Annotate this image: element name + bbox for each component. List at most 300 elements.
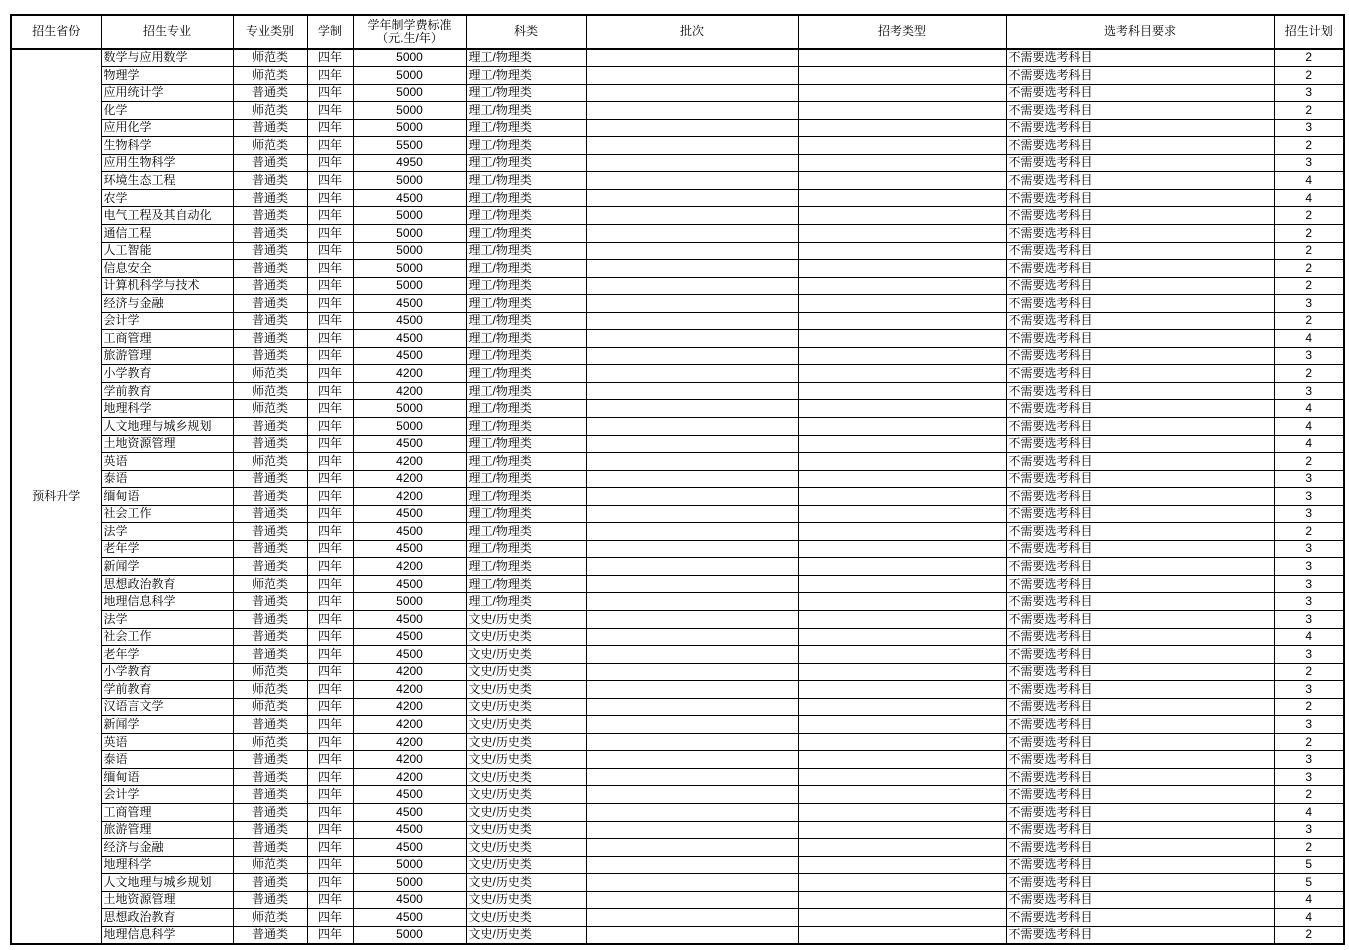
category-cell: 普通类 — [233, 716, 307, 734]
plan-cell: 3 — [1274, 575, 1344, 593]
batch-cell — [586, 751, 798, 769]
table-row — [11, 786, 1344, 804]
plan-cell: 2 — [1274, 49, 1344, 67]
duration-cell: 四年 — [307, 67, 353, 85]
batch-cell — [586, 505, 798, 523]
tuition-cell: 5000 — [353, 242, 466, 260]
batch-cell — [586, 417, 798, 435]
plan-cell: 3 — [1274, 470, 1344, 488]
requirement-cell: 不需要选考科目 — [1006, 681, 1274, 699]
major-cell: 老年学 — [101, 540, 233, 558]
table-row — [11, 453, 1344, 471]
major-cell: 化学 — [101, 102, 233, 120]
admission_type-cell — [798, 611, 1006, 629]
batch-cell — [586, 347, 798, 365]
subject-cell: 理工/物理类 — [466, 400, 586, 418]
table-row — [11, 716, 1344, 734]
tuition-cell: 5000 — [353, 207, 466, 225]
category-cell: 师范类 — [233, 365, 307, 383]
plan-cell: 4 — [1274, 330, 1344, 348]
category-cell: 师范类 — [233, 49, 307, 67]
category-cell: 师范类 — [233, 382, 307, 400]
admission_type-cell — [798, 488, 1006, 506]
requirement-cell: 不需要选考科目 — [1006, 874, 1274, 892]
duration-cell: 四年 — [307, 733, 353, 751]
column-header-major: 招生专业 — [101, 15, 233, 49]
tuition-cell: 5000 — [353, 49, 466, 67]
requirement-cell: 不需要选考科目 — [1006, 733, 1274, 751]
admission_type-cell — [798, 839, 1006, 857]
category-cell: 普通类 — [233, 874, 307, 892]
table-row — [11, 119, 1344, 137]
tuition-cell: 4500 — [353, 347, 466, 365]
admission_type-cell — [798, 751, 1006, 769]
plan-cell: 3 — [1274, 611, 1344, 629]
subject-cell: 文史/历史类 — [466, 839, 586, 857]
tuition-cell: 5000 — [353, 856, 466, 874]
plan-cell: 3 — [1274, 84, 1344, 102]
column-header-admission-type: 招考类型 — [798, 15, 1006, 49]
category-cell: 师范类 — [233, 733, 307, 751]
subject-cell: 文史/历史类 — [466, 663, 586, 681]
subject-cell: 文史/历史类 — [466, 874, 586, 892]
tuition-cell: 4200 — [353, 382, 466, 400]
major-cell: 地理科学 — [101, 856, 233, 874]
plan-cell: 5 — [1274, 874, 1344, 892]
tuition-header-line1: 学年制学费标准 — [367, 17, 452, 32]
plan-cell: 2 — [1274, 698, 1344, 716]
admission_type-cell — [798, 874, 1006, 892]
column-header-province: 招生省份 — [11, 15, 101, 49]
plan-cell: 5 — [1274, 856, 1344, 874]
plan-cell: 2 — [1274, 839, 1344, 857]
subject-cell: 理工/物理类 — [466, 417, 586, 435]
subject-cell: 文史/历史类 — [466, 698, 586, 716]
requirement-cell: 不需要选考科目 — [1006, 189, 1274, 207]
major-cell: 缅甸语 — [101, 488, 233, 506]
tuition-cell: 5000 — [353, 417, 466, 435]
admission_type-cell — [798, 102, 1006, 120]
subject-cell: 理工/物理类 — [466, 488, 586, 506]
admission_type-cell — [798, 891, 1006, 909]
major-cell: 小学教育 — [101, 365, 233, 383]
category-cell: 普通类 — [233, 417, 307, 435]
major-cell: 学前教育 — [101, 382, 233, 400]
admission_type-cell — [798, 382, 1006, 400]
major-cell: 经济与金融 — [101, 839, 233, 857]
table-row — [11, 611, 1344, 629]
tuition-cell: 4200 — [353, 663, 466, 681]
tuition-cell: 4950 — [353, 154, 466, 172]
table-row — [11, 365, 1344, 383]
major-cell: 地理科学 — [101, 400, 233, 418]
subject-cell: 理工/物理类 — [466, 470, 586, 488]
province-cell: 预科升学 — [11, 49, 101, 944]
batch-cell — [586, 137, 798, 155]
duration-cell: 四年 — [307, 698, 353, 716]
plan-cell: 3 — [1274, 540, 1344, 558]
batch-cell — [586, 681, 798, 699]
requirement-cell: 不需要选考科目 — [1006, 628, 1274, 646]
requirement-cell: 不需要选考科目 — [1006, 768, 1274, 786]
table-row — [11, 751, 1344, 769]
table-row — [11, 488, 1344, 506]
table-row — [11, 154, 1344, 172]
category-cell: 师范类 — [233, 698, 307, 716]
requirement-cell: 不需要选考科目 — [1006, 488, 1274, 506]
category-cell: 普通类 — [233, 751, 307, 769]
batch-cell — [586, 49, 798, 67]
requirement-cell: 不需要选考科目 — [1006, 453, 1274, 471]
batch-cell — [586, 295, 798, 313]
requirement-cell: 不需要选考科目 — [1006, 277, 1274, 295]
batch-cell — [586, 119, 798, 137]
major-cell: 土地资源管理 — [101, 435, 233, 453]
batch-cell — [586, 540, 798, 558]
major-cell: 工商管理 — [101, 804, 233, 822]
category-cell: 师范类 — [233, 575, 307, 593]
admission_type-cell — [798, 575, 1006, 593]
table-row — [11, 839, 1344, 857]
admission_type-cell — [798, 698, 1006, 716]
duration-cell: 四年 — [307, 260, 353, 278]
batch-cell — [586, 821, 798, 839]
duration-cell: 四年 — [307, 646, 353, 664]
tuition-cell: 4500 — [353, 312, 466, 330]
major-cell: 社会工作 — [101, 505, 233, 523]
tuition-cell: 5000 — [353, 224, 466, 242]
duration-cell: 四年 — [307, 874, 353, 892]
tuition-cell: 4500 — [353, 628, 466, 646]
batch-cell — [586, 67, 798, 85]
table-row — [11, 67, 1344, 85]
table-row — [11, 891, 1344, 909]
batch-cell — [586, 84, 798, 102]
table-row — [11, 242, 1344, 260]
tuition-cell: 5000 — [353, 593, 466, 611]
requirement-cell: 不需要选考科目 — [1006, 330, 1274, 348]
admission_type-cell — [798, 646, 1006, 664]
subject-cell: 文史/历史类 — [466, 681, 586, 699]
plan-cell: 2 — [1274, 224, 1344, 242]
major-cell: 人文地理与城乡规划 — [101, 417, 233, 435]
requirement-cell: 不需要选考科目 — [1006, 67, 1274, 85]
table-row — [11, 102, 1344, 120]
table-row — [11, 435, 1344, 453]
duration-cell: 四年 — [307, 821, 353, 839]
requirement-cell: 不需要选考科目 — [1006, 470, 1274, 488]
duration-cell: 四年 — [307, 400, 353, 418]
tuition-cell: 4500 — [353, 646, 466, 664]
batch-cell — [586, 856, 798, 874]
duration-cell: 四年 — [307, 312, 353, 330]
category-cell: 普通类 — [233, 768, 307, 786]
table-row — [11, 400, 1344, 418]
major-cell: 思想政治教育 — [101, 575, 233, 593]
duration-cell: 四年 — [307, 909, 353, 927]
duration-cell: 四年 — [307, 628, 353, 646]
admission_type-cell — [798, 786, 1006, 804]
duration-cell: 四年 — [307, 435, 353, 453]
tuition-cell: 4500 — [353, 505, 466, 523]
tuition-cell: 5000 — [353, 926, 466, 944]
table-row — [11, 417, 1344, 435]
tuition-cell: 4200 — [353, 558, 466, 576]
requirement-cell: 不需要选考科目 — [1006, 400, 1274, 418]
plan-cell: 2 — [1274, 260, 1344, 278]
subject-cell: 理工/物理类 — [466, 137, 586, 155]
admission_type-cell — [798, 84, 1006, 102]
admission_type-cell — [798, 347, 1006, 365]
major-cell: 应用生物科学 — [101, 154, 233, 172]
duration-cell: 四年 — [307, 224, 353, 242]
tuition-cell: 5000 — [353, 84, 466, 102]
batch-cell — [586, 628, 798, 646]
category-cell: 普通类 — [233, 347, 307, 365]
table-row — [11, 189, 1344, 207]
requirement-cell: 不需要选考科目 — [1006, 417, 1274, 435]
plan-cell: 4 — [1274, 400, 1344, 418]
duration-cell: 四年 — [307, 716, 353, 734]
batch-cell — [586, 646, 798, 664]
table-row — [11, 172, 1344, 190]
requirement-cell: 不需要选考科目 — [1006, 558, 1274, 576]
subject-cell: 理工/物理类 — [466, 154, 586, 172]
subject-cell: 理工/物理类 — [466, 540, 586, 558]
major-cell: 应用化学 — [101, 119, 233, 137]
duration-cell: 四年 — [307, 768, 353, 786]
table-row — [11, 505, 1344, 523]
tuition-cell: 4500 — [353, 909, 466, 927]
duration-cell: 四年 — [307, 84, 353, 102]
admission_type-cell — [798, 312, 1006, 330]
plan-cell: 3 — [1274, 716, 1344, 734]
duration-cell: 四年 — [307, 137, 353, 155]
requirement-cell: 不需要选考科目 — [1006, 49, 1274, 67]
plan-cell: 3 — [1274, 505, 1344, 523]
admission_type-cell — [798, 926, 1006, 944]
duration-cell: 四年 — [307, 488, 353, 506]
category-cell: 普通类 — [233, 558, 307, 576]
major-cell: 泰语 — [101, 470, 233, 488]
batch-cell — [586, 312, 798, 330]
plan-cell: 4 — [1274, 189, 1344, 207]
subject-cell: 文史/历史类 — [466, 821, 586, 839]
duration-cell: 四年 — [307, 207, 353, 225]
admission_type-cell — [798, 154, 1006, 172]
category-cell: 师范类 — [233, 681, 307, 699]
major-cell: 旅游管理 — [101, 347, 233, 365]
plan-cell: 2 — [1274, 277, 1344, 295]
table-row — [11, 277, 1344, 295]
admission_type-cell — [798, 260, 1006, 278]
plan-cell: 3 — [1274, 347, 1344, 365]
category-cell: 普通类 — [233, 523, 307, 541]
category-cell: 师范类 — [233, 909, 307, 927]
batch-cell — [586, 470, 798, 488]
subject-cell: 理工/物理类 — [466, 382, 586, 400]
table-row — [11, 646, 1344, 664]
major-cell: 信息安全 — [101, 260, 233, 278]
tuition-cell: 5000 — [353, 400, 466, 418]
batch-cell — [586, 874, 798, 892]
category-cell: 普通类 — [233, 277, 307, 295]
requirement-cell: 不需要选考科目 — [1006, 593, 1274, 611]
subject-cell: 理工/物理类 — [466, 67, 586, 85]
plan-cell: 4 — [1274, 172, 1344, 190]
admission_type-cell — [798, 277, 1006, 295]
major-cell: 社会工作 — [101, 628, 233, 646]
tuition-cell: 4500 — [353, 435, 466, 453]
requirement-cell: 不需要选考科目 — [1006, 242, 1274, 260]
duration-cell: 四年 — [307, 926, 353, 944]
batch-cell — [586, 260, 798, 278]
subject-cell: 理工/物理类 — [466, 207, 586, 225]
category-cell: 师范类 — [233, 663, 307, 681]
table-header — [11, 15, 1344, 49]
batch-cell — [586, 804, 798, 822]
category-cell: 普通类 — [233, 84, 307, 102]
batch-cell — [586, 382, 798, 400]
major-cell: 土地资源管理 — [101, 891, 233, 909]
major-cell: 人工智能 — [101, 242, 233, 260]
requirement-cell: 不需要选考科目 — [1006, 856, 1274, 874]
requirement-cell: 不需要选考科目 — [1006, 698, 1274, 716]
tuition-cell: 4500 — [353, 189, 466, 207]
subject-cell: 文史/历史类 — [466, 768, 586, 786]
requirement-cell: 不需要选考科目 — [1006, 312, 1274, 330]
plan-cell: 2 — [1274, 453, 1344, 471]
batch-cell — [586, 400, 798, 418]
table-row — [11, 295, 1344, 313]
table-row — [11, 926, 1344, 944]
category-cell: 普通类 — [233, 839, 307, 857]
admission_type-cell — [798, 119, 1006, 137]
tuition-cell: 4200 — [353, 488, 466, 506]
admission_type-cell — [798, 453, 1006, 471]
subject-cell: 文史/历史类 — [466, 716, 586, 734]
table-row — [11, 733, 1344, 751]
table-body — [11, 49, 1344, 944]
major-cell: 新闻学 — [101, 716, 233, 734]
duration-cell: 四年 — [307, 417, 353, 435]
column-header-subject-requirement: 选考科目要求 — [1006, 15, 1274, 49]
header-row — [11, 15, 1344, 49]
subject-cell: 理工/物理类 — [466, 119, 586, 137]
duration-cell: 四年 — [307, 611, 353, 629]
admission_type-cell — [798, 593, 1006, 611]
admission_type-cell — [798, 558, 1006, 576]
plan-cell: 2 — [1274, 242, 1344, 260]
table-row — [11, 137, 1344, 155]
category-cell: 普通类 — [233, 593, 307, 611]
tuition-cell: 5500 — [353, 137, 466, 155]
tuition-header-line2: （元.生/年） — [376, 31, 443, 45]
major-cell: 思想政治教育 — [101, 909, 233, 927]
subject-cell: 理工/物理类 — [466, 453, 586, 471]
batch-cell — [586, 733, 798, 751]
requirement-cell: 不需要选考科目 — [1006, 751, 1274, 769]
plan-cell: 4 — [1274, 804, 1344, 822]
requirement-cell: 不需要选考科目 — [1006, 435, 1274, 453]
batch-cell — [586, 330, 798, 348]
duration-cell: 四年 — [307, 663, 353, 681]
admission_type-cell — [798, 716, 1006, 734]
plan-cell: 2 — [1274, 733, 1344, 751]
category-cell: 普通类 — [233, 119, 307, 137]
admission_type-cell — [798, 540, 1006, 558]
admission_type-cell — [798, 909, 1006, 927]
tuition-cell: 4200 — [353, 716, 466, 734]
requirement-cell: 不需要选考科目 — [1006, 786, 1274, 804]
tuition-cell: 4200 — [353, 365, 466, 383]
tuition-cell: 4500 — [353, 611, 466, 629]
requirement-cell: 不需要选考科目 — [1006, 611, 1274, 629]
major-cell: 计算机科学与技术 — [101, 277, 233, 295]
batch-cell — [586, 207, 798, 225]
batch-cell — [586, 523, 798, 541]
batch-cell — [586, 277, 798, 295]
table-row — [11, 347, 1344, 365]
category-cell: 师范类 — [233, 453, 307, 471]
admission_type-cell — [798, 768, 1006, 786]
major-cell: 小学教育 — [101, 663, 233, 681]
tuition-cell: 4200 — [353, 698, 466, 716]
category-cell: 普通类 — [233, 540, 307, 558]
requirement-cell: 不需要选考科目 — [1006, 646, 1274, 664]
batch-cell — [586, 488, 798, 506]
subject-cell: 理工/物理类 — [466, 312, 586, 330]
batch-cell — [586, 926, 798, 944]
batch-cell — [586, 154, 798, 172]
requirement-cell: 不需要选考科目 — [1006, 909, 1274, 927]
requirement-cell: 不需要选考科目 — [1006, 365, 1274, 383]
subject-cell: 理工/物理类 — [466, 593, 586, 611]
category-cell: 师范类 — [233, 856, 307, 874]
admission_type-cell — [798, 523, 1006, 541]
admission_type-cell — [798, 628, 1006, 646]
subject-cell: 文史/历史类 — [466, 733, 586, 751]
table-row — [11, 628, 1344, 646]
batch-cell — [586, 435, 798, 453]
subject-cell: 文史/历史类 — [466, 751, 586, 769]
category-cell: 师范类 — [233, 400, 307, 418]
category-cell: 普通类 — [233, 926, 307, 944]
batch-cell — [586, 224, 798, 242]
subject-cell: 文史/历史类 — [466, 786, 586, 804]
plan-cell: 2 — [1274, 67, 1344, 85]
duration-cell: 四年 — [307, 365, 353, 383]
major-cell: 会计学 — [101, 786, 233, 804]
duration-cell: 四年 — [307, 523, 353, 541]
duration-cell: 四年 — [307, 681, 353, 699]
admission_type-cell — [798, 856, 1006, 874]
requirement-cell: 不需要选考科目 — [1006, 207, 1274, 225]
subject-cell: 文史/历史类 — [466, 646, 586, 664]
plan-cell: 3 — [1274, 821, 1344, 839]
major-cell: 英语 — [101, 733, 233, 751]
duration-cell: 四年 — [307, 839, 353, 857]
category-cell: 普通类 — [233, 330, 307, 348]
batch-cell — [586, 593, 798, 611]
plan-cell: 4 — [1274, 417, 1344, 435]
tuition-cell: 5000 — [353, 277, 466, 295]
subject-cell: 文史/历史类 — [466, 804, 586, 822]
requirement-cell: 不需要选考科目 — [1006, 172, 1274, 190]
category-cell: 普通类 — [233, 646, 307, 664]
category-cell: 普通类 — [233, 435, 307, 453]
admission_type-cell — [798, 330, 1006, 348]
